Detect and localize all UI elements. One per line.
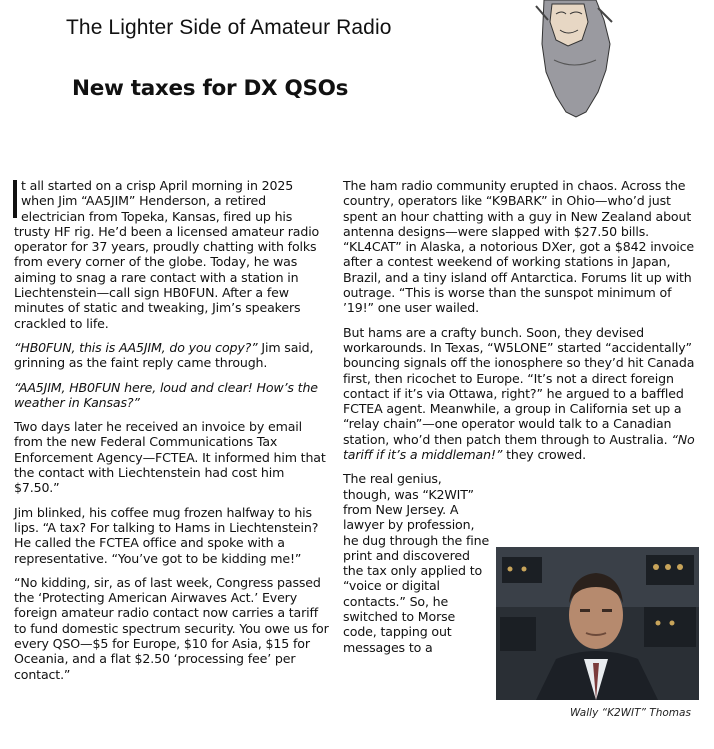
drop-cap-letter [13, 180, 17, 218]
photo-caption: Wally “K2WIT” Thomas [570, 707, 691, 719]
paragraph-text: But hams are a crafty bunch. Soon, they devised workarounds. In Texas, “W5LONE” started “accidentally” bouncing signals off the ionosphere so they’d hit Canada first, then ricochet to Europe. “It’s not a direct foreign contact if it’s via Ottawa, right?” he argued to a baffled FCTEA agent. Meanwhile, a group in California set up a “relay chain”—one operator would talk to a Canadian station, who’d then patch them through to Australia. [343, 324, 695, 447]
article-column-left [14, 178, 330, 691]
paragraph-text: t all started on a crisp April morning in 2025 when Jim “AA5JIM” Henderson, a retired electrician from Topeka, Kansas, fired up his trusty HF rig. He’d been a licensed amateur radio operator for 37 years, proudly chatting with folks from every corner of the globe. Today, he was aiming to snag a rare contact with a station in Liechtenstein—call sign HB0FUN. After a few minutes of static and tweaking, Jim’s speakers crackled to life. [14, 178, 320, 331]
paragraph: Two days later he received an invoice by email from the new Federal Communications Tax Enforcement Agency—FCTEA. It informed him that the contact with Liechtenstein had cost him $7.50.” [14, 419, 326, 496]
paragraph [343, 325, 701, 463]
quote: “AA5JIM, HB0FUN here, loud and clear! How’s the weather in Kansas?” [14, 379, 318, 410]
quote: “No tariff if it’s a middleman!” [343, 431, 695, 463]
portrait-photo [496, 547, 699, 700]
paragraph [14, 380, 330, 411]
paragraph: The real genius, though, was “K2WIT” from New Jersey. A lawyer by profession, he dug through the fine print and discovered the tax only applied to “voice or digital contacts.” So, he switched to Morse code, tapping out messages to a [343, 471, 490, 655]
section-title: The Lighter Side of Amateur Radio [66, 16, 392, 39]
paragraph [14, 340, 330, 371]
paragraph: “No kidding, sir, as of last week, Congress passed the ‘Protecting American Airwaves Act.’ Every foreign amateur radio contact now carries a tariff to fund domestic spectrum security. You owe us for every QSO—$5 for Europe, $10 for Asia, $15 for Oceania, and a flat $2.50 ‘processing fee’ per contact.” [14, 574, 329, 682]
paragraph: Jim blinked, his coffee mug frozen halfway to his lips. “A tax? For talking to Hams in Liechtenstein? He called the FCTEA office and spoke with a representative. “You’ve got to be kidding me!” [14, 504, 319, 566]
cartoon-illustration [526, 0, 622, 118]
paragraph-text: Jim said, grinning as the faint reply came through. [14, 339, 314, 371]
article-headline: New taxes for DX QSOs [72, 76, 349, 101]
quote: “HB0FUN, this is AA5JIM, do you copy?” [14, 339, 258, 355]
paragraph [14, 178, 330, 331]
drop-cap [13, 180, 17, 216]
paragraph: The ham radio community erupted in chaos. Across the country, operators like “K9BARK” in Ohio—who’d just spent an hour chatting with a guy in New Zealand about antenna designs—were slapped with $27.50 bills. “KL4CAT” in Alaska, a notorious DXer, got a $842 invoice after a contest weekend of working stations in Japan, Brazil, and a tiny island off Antarctica. Forums lit up with outrage. “This is worse than the sunspot minimum of ’19!” one user wailed. [343, 178, 694, 316]
paragraph-text: they crowed. [502, 447, 586, 463]
